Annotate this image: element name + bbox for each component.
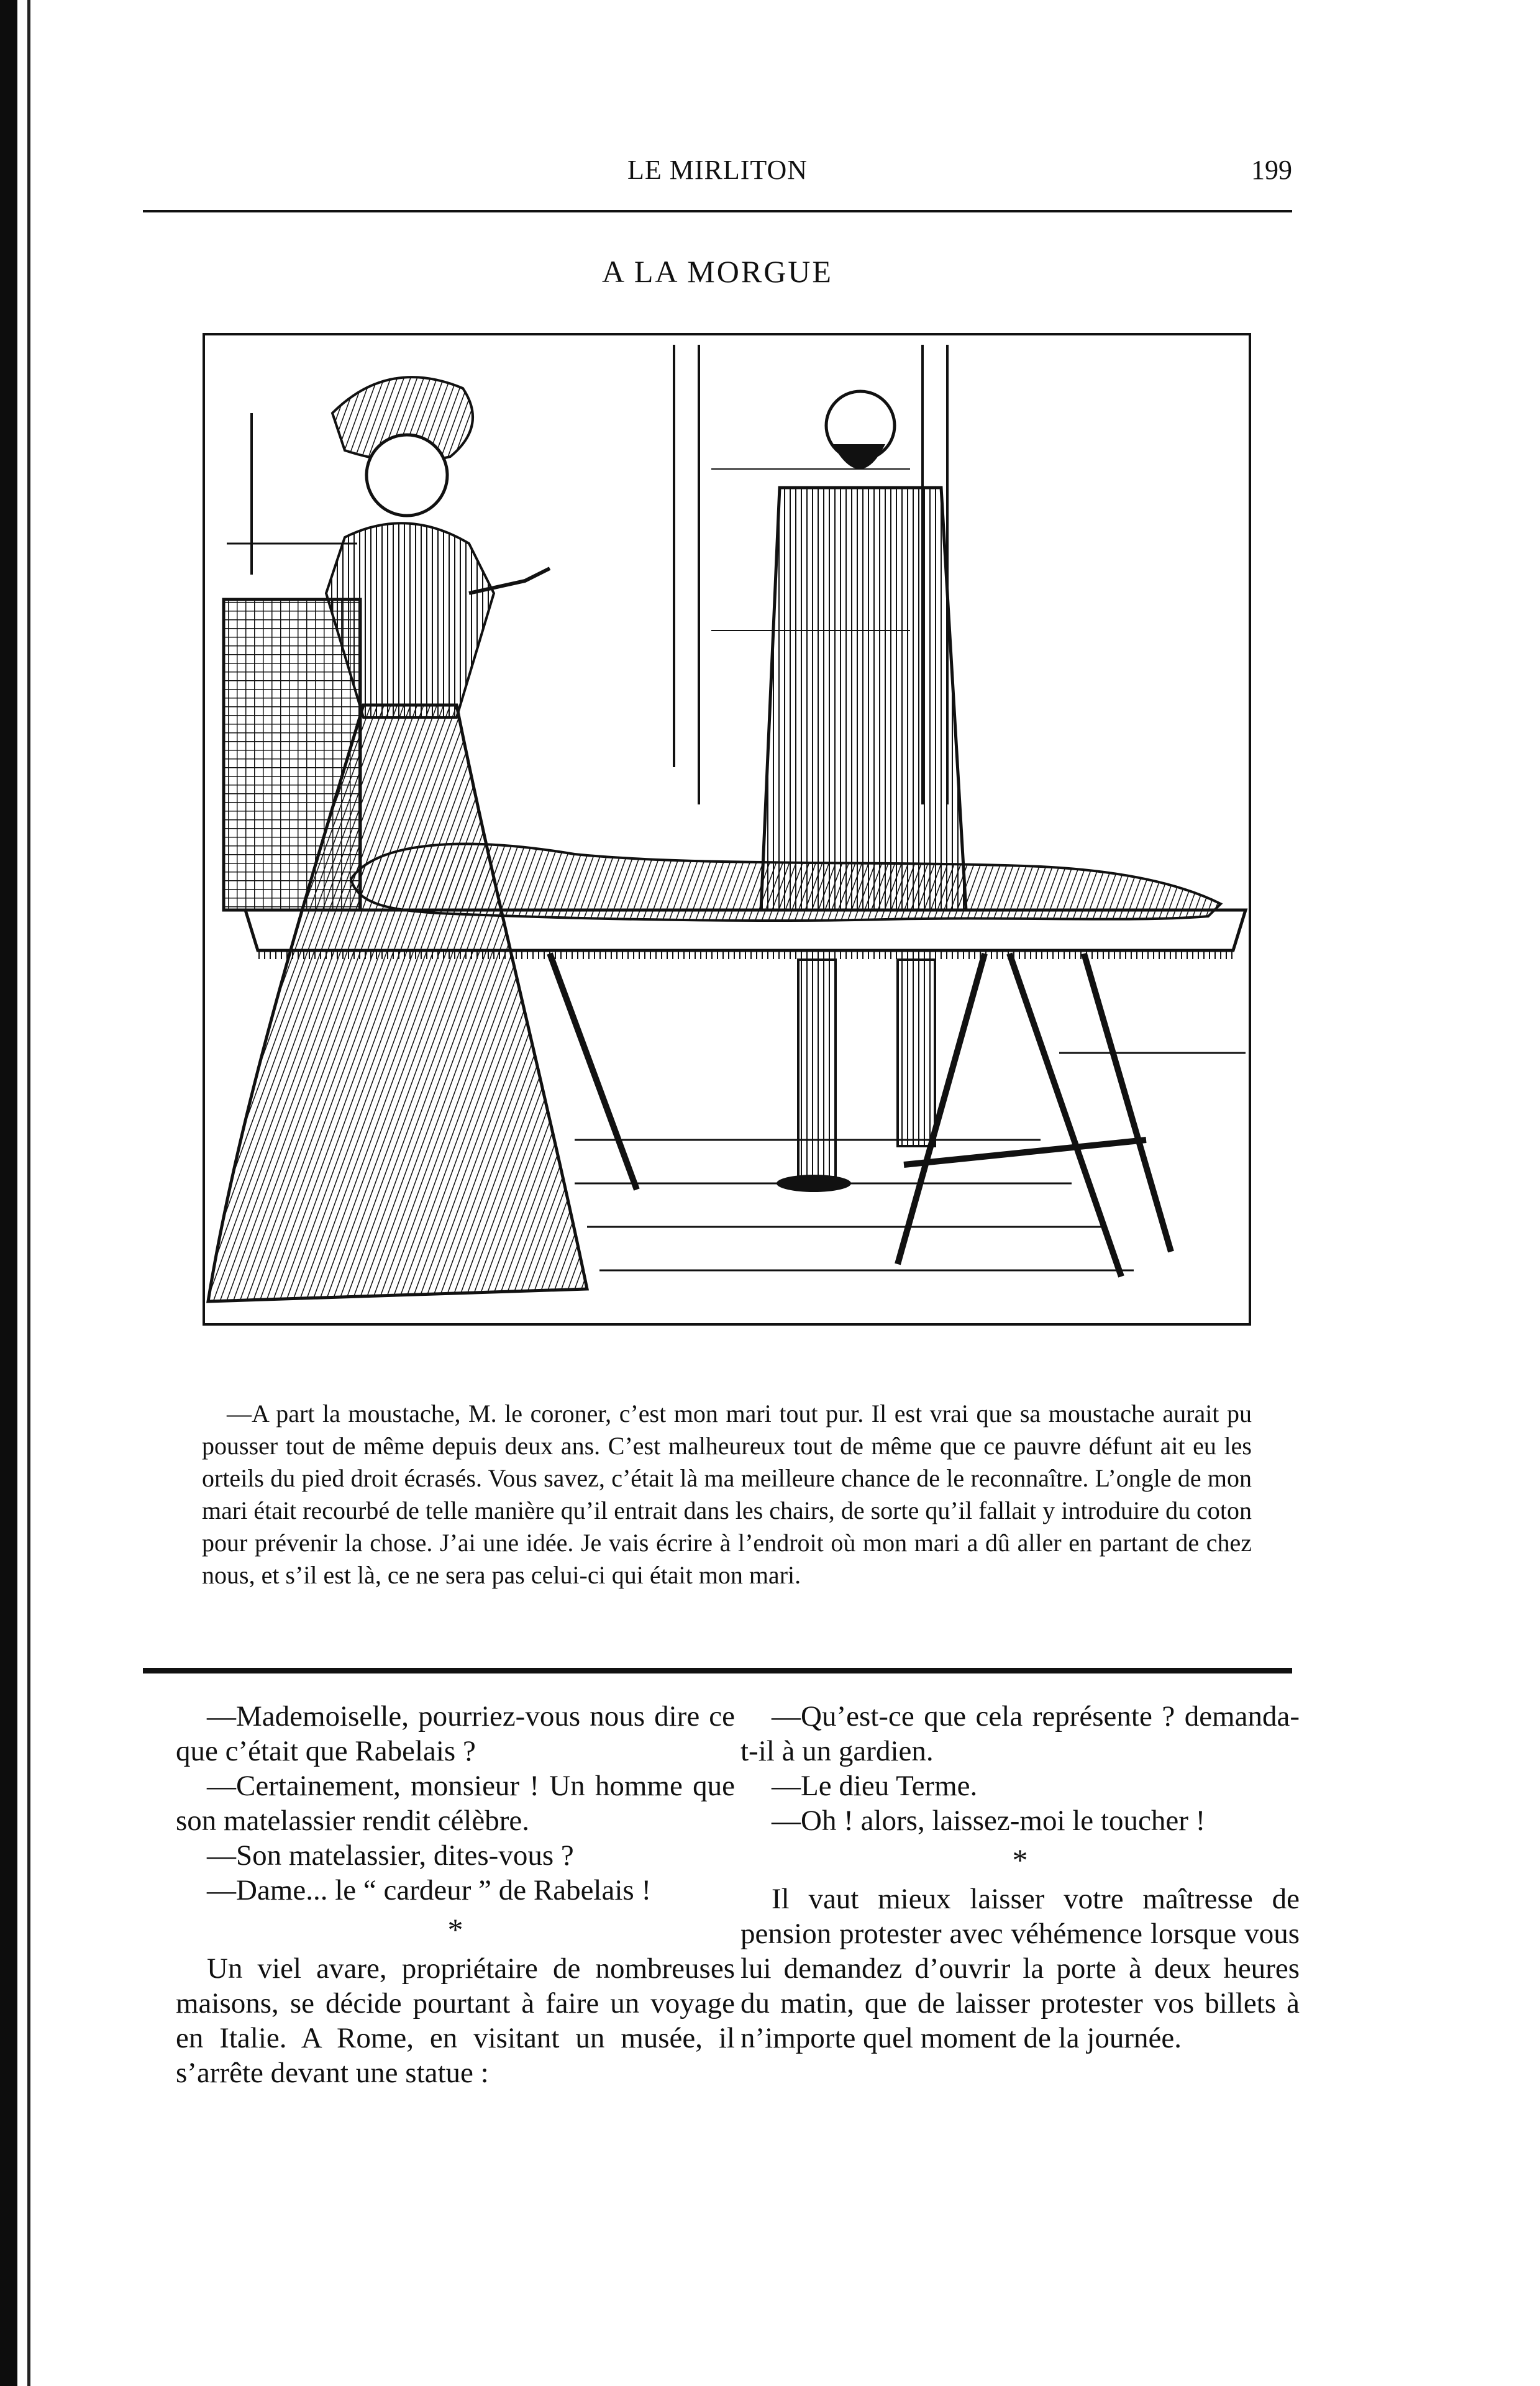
page-edge: [0, 0, 17, 2386]
paragraph: Il vaut mieux laisser votre maîtresse de pension protester avec véhémence lorsque vous lui demandez d’ouvrir la porte à deux heures du matin, que de laisser protester vos billets à n’importe quel moment de la journée.: [740, 1883, 1300, 2054]
paragraph: —Le dieu Terme.: [772, 1770, 978, 1802]
journal-title: LE MIRLITON: [627, 155, 808, 185]
left-column: [176, 1699, 735, 2090]
paragraph: —Mademoiselle, pourriez-vous nous dire ce que c’était que Rabelais ?: [176, 1700, 735, 1767]
article-title: A LA MORGUE: [602, 254, 833, 289]
paragraph: —Oh ! alors, laissez-moi le toucher !: [772, 1805, 1206, 1837]
paragraph: —Certainement, monsieur ! Un homme que son matelassier rendit célèbre.: [176, 1770, 735, 1837]
asterism: *: [1012, 1842, 1028, 1877]
paragraph: —Son matelassier, dites-vous ?: [207, 1839, 574, 1872]
header-rule: [143, 210, 1292, 212]
caption-text: —A part la moustache, M. le coroner, c’est mon mari tout pur. Il est vrai que sa moustache aurait pu pousser tout de même depuis deux ans. C’est malheureux tout de même que ce pauvre défunt ait eu les orteils du pied droit écrasés. Vous savez, c’était là ma meilleure chance de le reconnaître. L’ongle de mon mari était recourbé de telle manière qu’il entrait dans les chairs, de sorte qu’il fallait y introduire du coton pour prévenir la chose. J’ai une idée. Je vais écrire à l’endroit où mon mari a dû aller en partant de chez nous, et s’il est là, ce ne sera pas celui-ci qui était mon mari.: [202, 1400, 1252, 1589]
running-head: [143, 154, 1292, 198]
page-edge-line: [27, 0, 30, 2386]
paragraph: —Qu’est-ce que cela représente ? demanda-t-il à un gardien.: [740, 1700, 1300, 1767]
section-rule: [143, 1668, 1292, 1673]
asterism: *: [447, 1912, 463, 1947]
right-column: [740, 1699, 1300, 2056]
paragraph: —Dame... le “ cardeur ” de Rabelais !: [207, 1874, 652, 1906]
paragraph: Un viel avare, propriétaire de nombreuses maisons, se décide pourtant à faire un voyage en Italie. A Rome, en visitant un musée, il s’arrête devant une statue :: [176, 1952, 735, 2089]
morgue-illustration: [202, 332, 1252, 1326]
illustration-caption: [202, 1398, 1252, 1591]
page-number: 199: [1251, 155, 1292, 185]
